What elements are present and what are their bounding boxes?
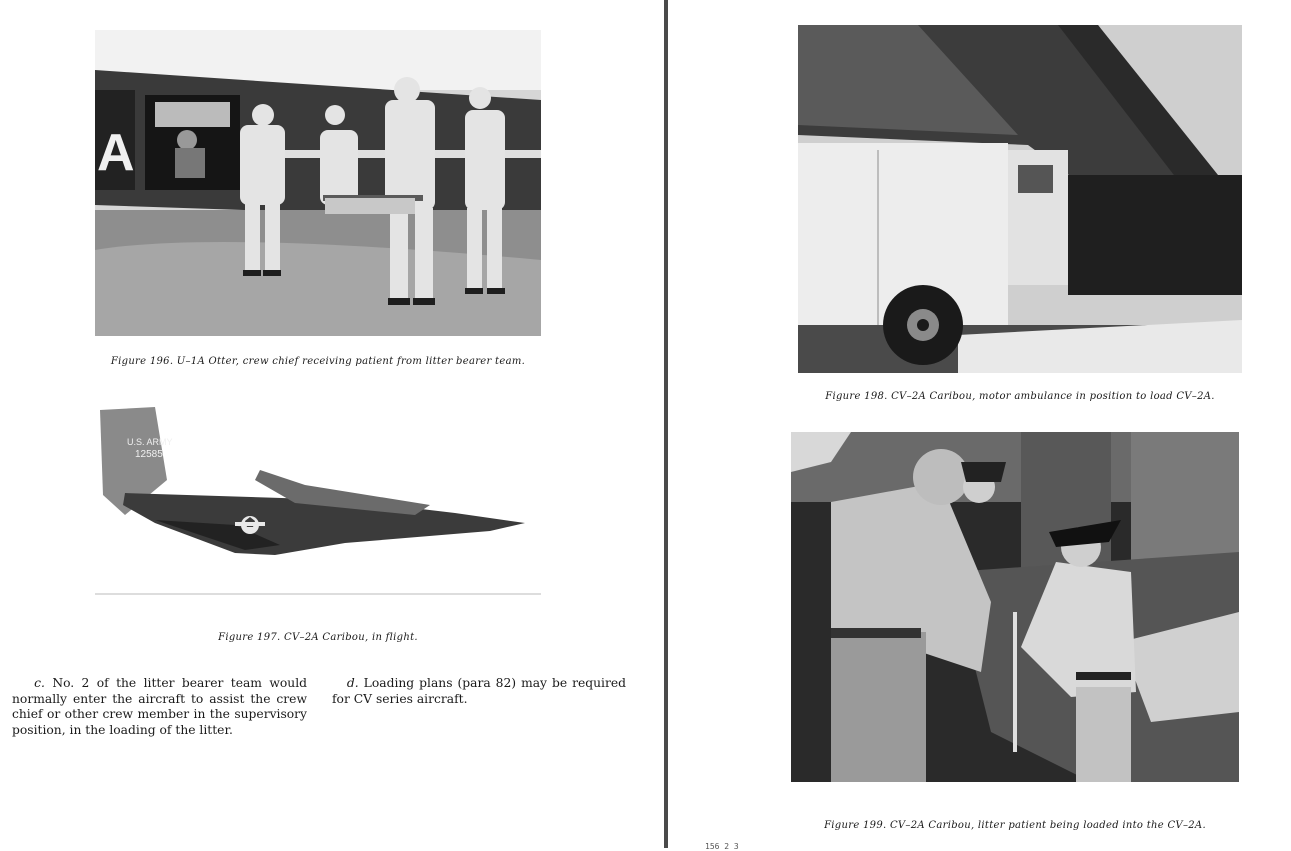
right-page bbox=[668, 0, 1291, 848]
paragraph-d-text: Loading plans (para 82) may be required for CV series aircraft. bbox=[332, 676, 627, 706]
figure-196-photo bbox=[95, 30, 541, 336]
figure-199-photo bbox=[791, 432, 1239, 782]
paragraph-c bbox=[12, 676, 307, 738]
figure-197-caption: Figure 197. CV–2A Caribou, in flight. bbox=[218, 632, 418, 643]
figure-196-caption: Figure 196. U–1A Otter, crew chief receiving patient from litter bearer team. bbox=[110, 356, 526, 367]
paragraph-c-lead: c. bbox=[34, 676, 45, 690]
paragraph-d bbox=[332, 676, 626, 707]
figure-198-photo bbox=[798, 25, 1242, 373]
tail-number: 12585 bbox=[135, 449, 163, 460]
figure-197-photo bbox=[95, 405, 541, 595]
page-folio: 156 2 3 bbox=[705, 842, 739, 851]
figure-198-caption: Figure 198. CV–2A Caribou, motor ambulance in position to load CV–2A. bbox=[825, 391, 1215, 402]
tail-marking: U.S. ARMY bbox=[127, 437, 173, 447]
svg-text:A: A bbox=[97, 124, 135, 182]
paragraph-d-lead: d. bbox=[346, 676, 359, 690]
paragraph-c-text: No. 2 of the litter bearer team would normally enter the aircraft to assist the crew chief or other crew member in the supervisory position, in the loading of the litter. bbox=[12, 676, 308, 737]
figure-199-caption: Figure 199. CV–2A Caribou, litter patient being loaded into the CV–2A. bbox=[824, 820, 1206, 831]
